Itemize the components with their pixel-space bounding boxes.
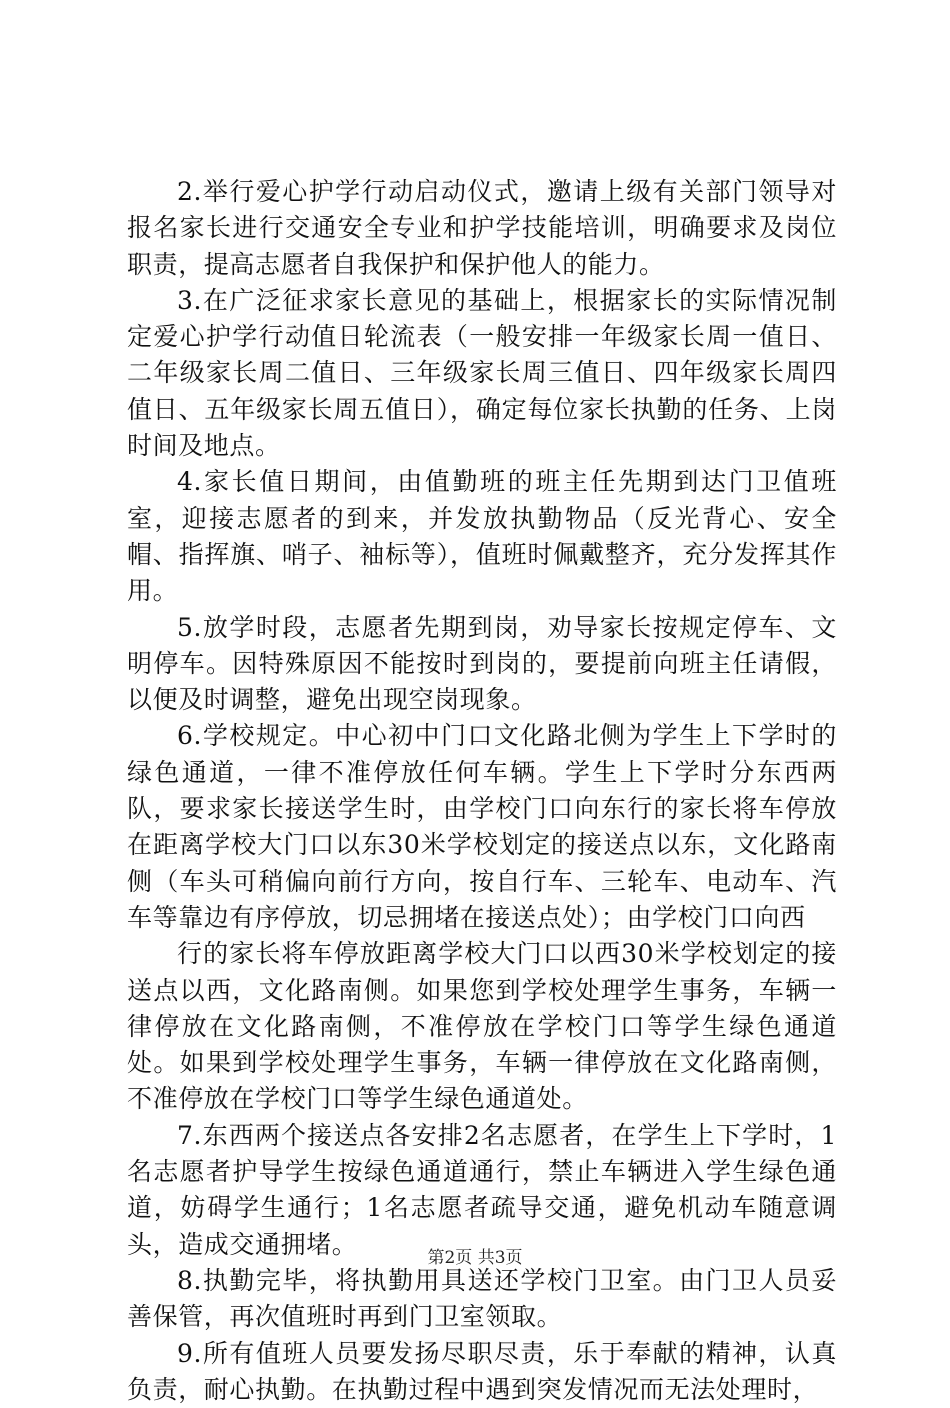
page-number-label: 第2页 共3页 (427, 1248, 522, 1268)
paragraph-5: 5.放学时段，志愿者先期到岗，劝导家长按规定停车、文明停车。因特殊原因不能按时到岗的，要提前向班主任请假，以便及时调整，避免出现空岗现象。 (127, 610, 837, 719)
paragraph-7: 7.东西两个接送点各安排2名志愿者，在学生上下学时，1名志愿者护导学生按绿色通道通行，禁止车辆进入学生绿色通道，妨碍学生通行；1名志愿者疏导交通，避免机动车随意调头，造成交通拥堵。 (127, 1118, 837, 1263)
paragraph-9: 9.所有值班人员要发扬尽职尽责，乐于奉献的精神，认真负责，耐心执勤。在执勤过程中遇到突发情况而无法处理时， (127, 1336, 837, 1408)
paragraph-4: 4.家长值日期间，由值勤班的班主任先期到达门卫值班室，迎接志愿者的到来，并发放执勤物品（反光背心、安全帽、指挥旗、哨子、袖标等），值班时佩戴整齐，充分发挥其作用。 (127, 464, 837, 609)
document-body (127, 174, 837, 1408)
paragraph-3: 3.在广泛征求家长意见的基础上，根据家长的实际情况制定爱心护学行动值日轮流表（一般安排一年级家长周一值日、二年级家长周二值日、三年级家长周三值日、四年级家长周四值日、五年级家长周五值日），确定每位家长执勤的任务、上岗时间及地点。 (127, 283, 837, 464)
paragraph-6-continued: 行的家长将车停放距离学校大门口以西30米学校划定的接送点以西，文化路南侧。如果您到学校处理学生事务，车辆一律停放在文化路南侧，不准停放在学校门口等学生绿色通道处。如果到学校处理学生事务，车辆一律停放在文化路南侧，不准停放在学校门口等学生绿色通道处。 (127, 936, 837, 1117)
page-footer (0, 1243, 950, 1268)
paragraph-2: 2.举行爱心护学行动启动仪式，邀请上级有关部门领导对报名家长进行交通安全专业和护学技能培训，明确要求及岗位职责，提高志愿者自我保护和保护他人的能力。 (127, 174, 837, 283)
paragraph-6: 6.学校规定。中心初中门口文化路北侧为学生上下学时的绿色通道，一律不准停放任何车辆。学生上下学时分东西两队，要求家长接送学生时，由学校门口向东行的家长将车停放在距离学校大门口以东30米学校划定的接送点以东，文化路南侧（车头可稍偏向前行方向，按自行车、三轮车、电动车、汽车等靠边有序停放，切忌拥堵在接送点处）；由学校门口向西 (127, 718, 837, 936)
paragraph-8: 8.执勤完毕，将执勤用具送还学校门卫室。由门卫人员妥善保管，再次值班时再到门卫室领取。 (127, 1263, 837, 1336)
